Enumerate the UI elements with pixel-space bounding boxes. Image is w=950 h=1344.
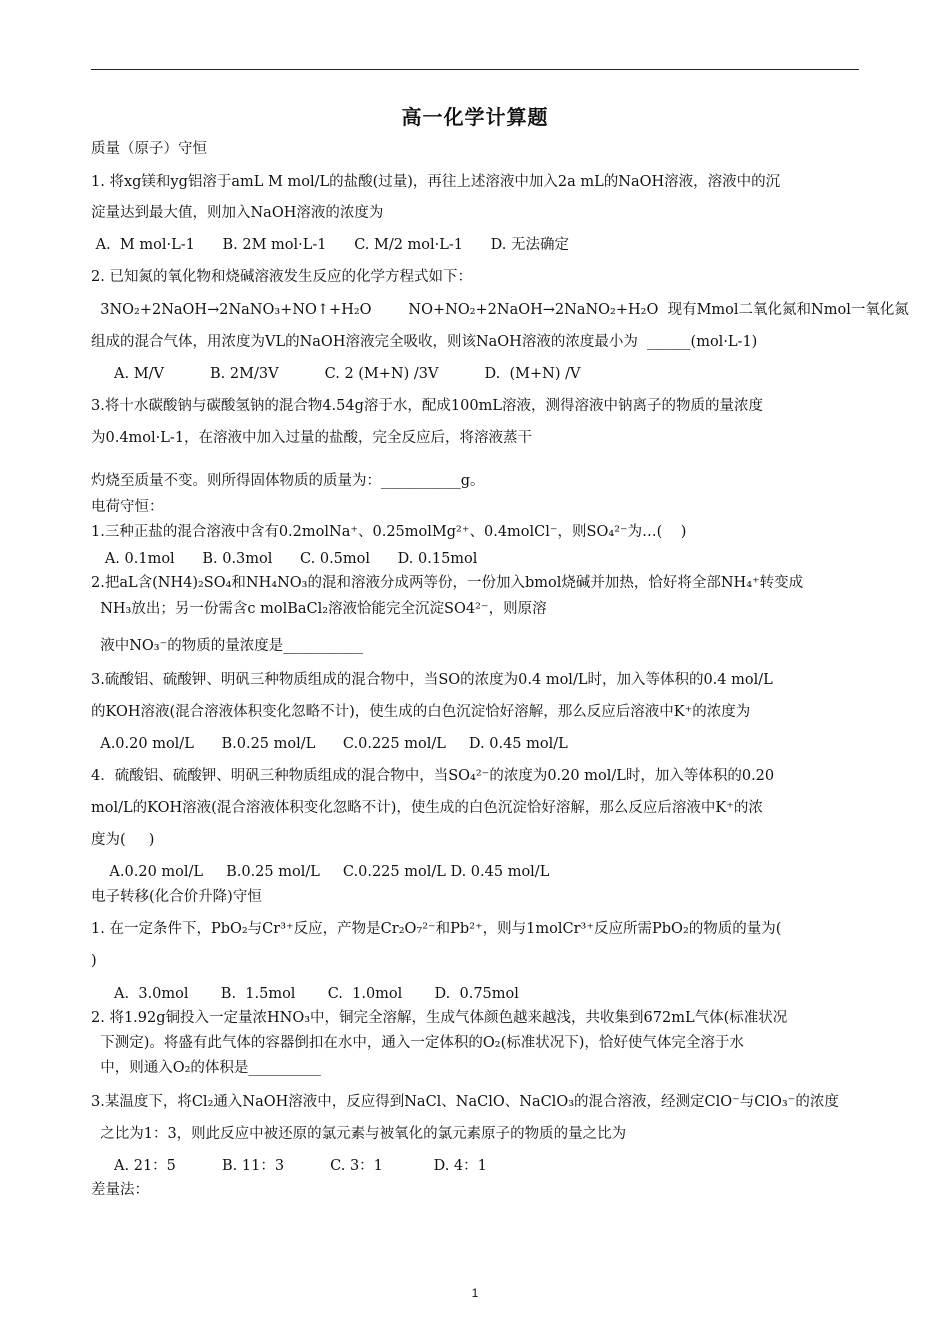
text-line: 2. 将1.92g铜投入一定量浓HNO₃中，铜完全溶解，生成气体颜色越来越浅，共收集到672mL气体(标准状况	[91, 1010, 788, 1026]
text-line: NH₃放出；另一份需含c molBaCl₂溶液恰能完全沉淀SO4²⁻，则原溶	[91, 601, 547, 617]
page-number: 1	[471, 1286, 479, 1300]
text-line: 4．硫酸铝、硫酸钾、明矾三种物质组成的混合物中，当SO₄²⁻的浓度为0.20 mol/L时，加入等体积的0.20	[91, 768, 775, 784]
text-line: 的KOH溶液(混合溶液体积变化忽略不计)，使生成的白色沉淀恰好溶解，那么反应后溶液中K⁺的浓度为	[91, 704, 751, 720]
text-line: 为0.4mol·L-1，在溶液中加入过量的盐酸，完全反应后，将溶液蒸干	[91, 430, 533, 446]
text-line: 淀量达到最大值，则加入NaOH溶液的浓度为	[91, 205, 384, 221]
text-line: )	[91, 953, 97, 969]
text-line: 1. 在一定条件下，PbO₂与Cr³⁺反应，产物是Cr₂O₇²⁻和Pb²⁺，则与1molCr³⁺反应所需PbO₂的物质的量为(	[91, 921, 782, 937]
text-line: A. M/V B. 2M/3V C. 2 (M+N) /3V D. (M+N) /V	[91, 366, 581, 382]
header-rule	[91, 69, 859, 70]
text-line: 之比为1：3，则此反应中被还原的氯元素与被氧化的氯元素原子的物质的量之比为	[91, 1126, 627, 1142]
text-line: 2.把aL含(NH4)₂SO₄和NH₄NO₃的混和溶液分成两等份，一份加入bmol烧碱并加热，恰好将全部NH₄⁺转变成	[91, 575, 804, 591]
text-line: 液中NO₃⁻的物质的量浓度是___________	[91, 638, 364, 654]
text-line: A.0.20 mol/L B.0.25 mol/L C.0.225 mol/L D. 0.45 mol/L	[91, 736, 568, 752]
text-line: 2. 已知氮的氧化物和烧碱溶液发生反应的化学方程式如下：	[91, 269, 472, 285]
text-line: 度为( )	[91, 832, 155, 848]
text-line: 质量（原子）守恒	[91, 141, 207, 157]
text-line: 3.硫酸铝、硫酸钾、明矾三种物质组成的混合物中，当SO的浓度为0.4 mol/L时，加入等体积的0.4 mol/L	[91, 672, 773, 688]
text-line: 1. 将xg镁和yg铝溶于amL M mol/L的盐酸(过量)，再往上述溶液中加入2a mL的NaOH溶液，溶液中的沉	[91, 174, 781, 190]
text-line: 电子转移(化合价升降)守恒	[91, 889, 262, 905]
text-line: A. 21：5 B. 11：3 C. 3：1 D. 4：1	[91, 1158, 487, 1174]
text-line: A. 3.0mol B. 1.5mol C. 1.0mol D. 0.75mol	[91, 986, 519, 1002]
text-line: 3NO₂+2NaOH→2NaNO₃+NO↑+H₂O NO+NO₂+2NaOH→2NaNO₂+H₂O 现有Mmol二氧化氮和Nmol一氧化氮	[91, 302, 909, 318]
text-line: 灼烧至质量不变。则所得固体物质的质量为：___________g。	[91, 473, 485, 489]
text-line: mol/L的KOH溶液(混合溶液体积变化忽略不计)，使生成的白色沉淀恰好溶解，那么反应后溶液中K⁺的浓	[91, 800, 763, 816]
text-line: 1.三种正盐的混合溶液中含有0.2molNa⁺、0.25molMg²⁺、0.4molCl⁻，则SO₄²⁻为…( )	[91, 524, 687, 540]
text-line: 组成的混合气体，用浓度为VL的NaOH溶液完全吸收，则该NaOH溶液的浓度最小为 ______(mol·L-1)	[91, 334, 758, 350]
text-line: 3.将十水碳酸钠与碳酸氢钠的混合物4.54g溶于水，配成100mL溶液，测得溶液中钠离子的物质的量浓度	[91, 398, 763, 414]
text-line: 下测定)。将盛有此气体的容器倒扣在水中，通入一定体积的O₂(标准状况下)，恰好使气体完全溶于水	[91, 1035, 744, 1051]
text-line: 3.某温度下，将Cl₂通入NaOH溶液中，反应得到NaCl、NaClO、NaClO₃的混合溶液，经测定ClO⁻与ClO₃⁻的浓度	[91, 1094, 839, 1110]
text-line: 中，则通入O₂的体积是__________	[91, 1060, 321, 1076]
page-title: 高一化学计算题	[401, 105, 549, 129]
text-line: 电荷守恒：	[91, 499, 164, 515]
text-line: A. M mol·L-1 B. 2M mol·L-1 C. M/2 mol·L-1 D. 无法确定	[91, 237, 570, 253]
text-line: A.0.20 mol/L B.0.25 mol/L C.0.225 mol/L D. 0.45 mol/L	[91, 864, 550, 880]
text-line: A. 0.1mol B. 0.3mol C. 0.5mol D. 0.15mol	[91, 551, 478, 567]
text-line: 差量法：	[91, 1182, 149, 1198]
